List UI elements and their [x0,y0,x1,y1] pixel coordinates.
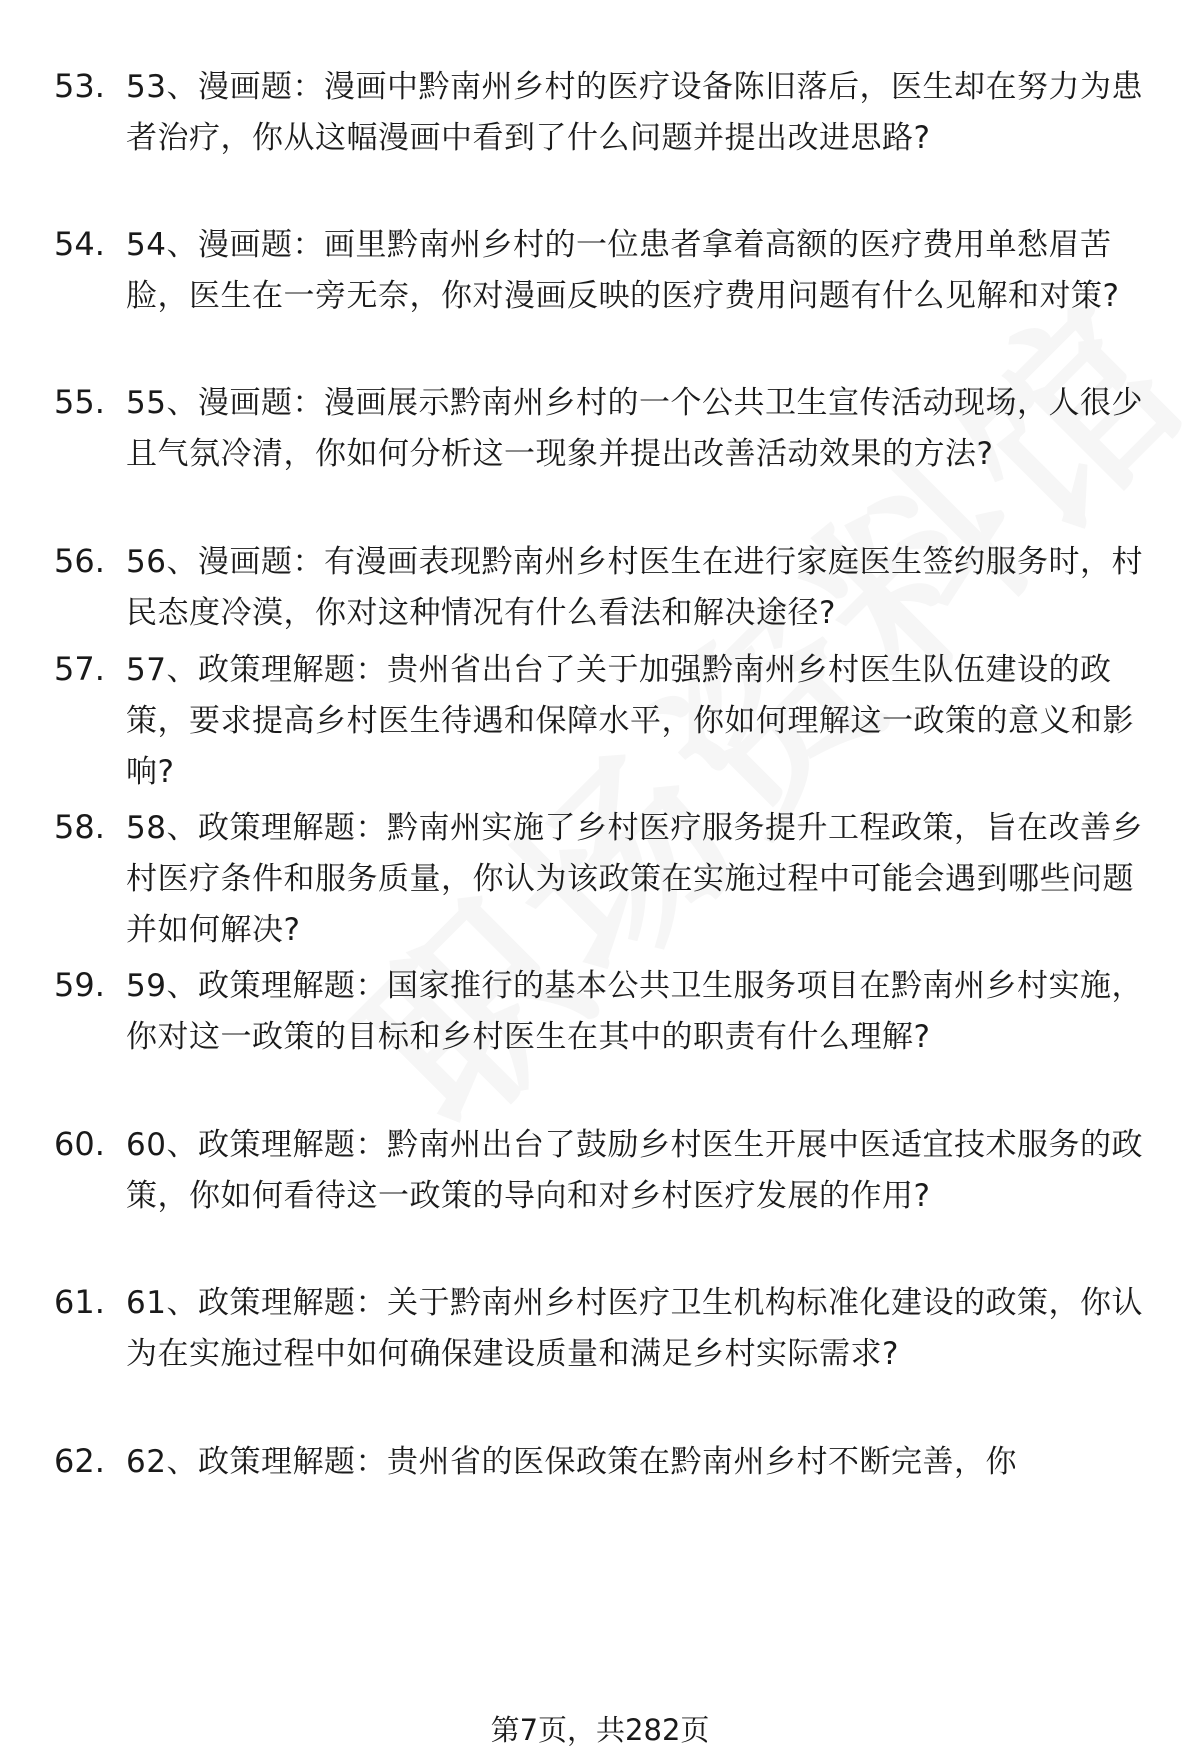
question-number: 57. [54,650,105,688]
question-number: 53. [54,67,105,105]
question-number: 61. [54,1283,105,1321]
question-text: 61、政策理解题：关于黔南州乡村医疗卫生机构标准化建设的政策，你认为在实施过程中如何确保建设质量和满足乡村实际需求? [126,1285,1143,1372]
question-text: 57、政策理解题：贵州省出台了关于加强黔南州乡村医生队伍建设的政策，要求提高乡村医生待遇和保障水平，你如何理解这一政策的意义和影响? [126,652,1134,790]
question-text: 55、漫画题：漫画展示黔南州乡村的一个公共卫生宣传活动现场，人很少且气氛冷清，你如何分析这一现象并提出改善活动效果的方法? [126,385,1143,472]
question-number: 62. [54,1442,105,1480]
question-text: 59、政策理解题：国家推行的基本公共卫生服务项目在黔南州乡村实施，你对这一政策的目标和乡村医生在其中的职责有什么理解? [126,968,1143,1055]
page-footer [0,1710,1200,1750]
question-number: 59. [54,966,105,1004]
question-text: 53、漫画题：漫画中黔南州乡村的医疗设备陈旧落后，医生却在努力为患者治疗，你从这幅漫画中看到了什么问题并提出改进思路? [126,69,1143,156]
question-text: 60、政策理解题：黔南州出台了鼓励乡村医生开展中医适宜技术服务的政策，你如何看待这一政策的导向和对乡村医疗发展的作用? [126,1127,1143,1214]
question-number: 60. [54,1125,105,1163]
question-text: 56、漫画题：有漫画表现黔南州乡村医生在进行家庭医生签约服务时，村民态度冷漠，你对这种情况有什么看法和解决途径? [126,544,1143,631]
question-number: 55. [54,383,105,421]
question-text: 62、政策理解题：贵州省的医保政策在黔南州乡村不断完善，你 [126,1444,1017,1480]
question-number: 58. [54,808,105,846]
question-number: 56. [54,542,105,580]
page-number-label: 第7页，共282页 [490,1713,710,1747]
question-text: 58、政策理解题：黔南州实施了乡村医疗服务提升工程政策，旨在改善乡村医疗条件和服务质量，你认为该政策在实施过程中可能会遇到哪些问题并如何解决? [126,810,1143,948]
question-number: 54. [54,225,105,263]
question-text: 54、漫画题：画里黔南州乡村的一位患者拿着高额的医疗费用单愁眉苦脸，医生在一旁无奈，你对漫画反映的医疗费用问题有什么见解和对策? [126,227,1120,314]
